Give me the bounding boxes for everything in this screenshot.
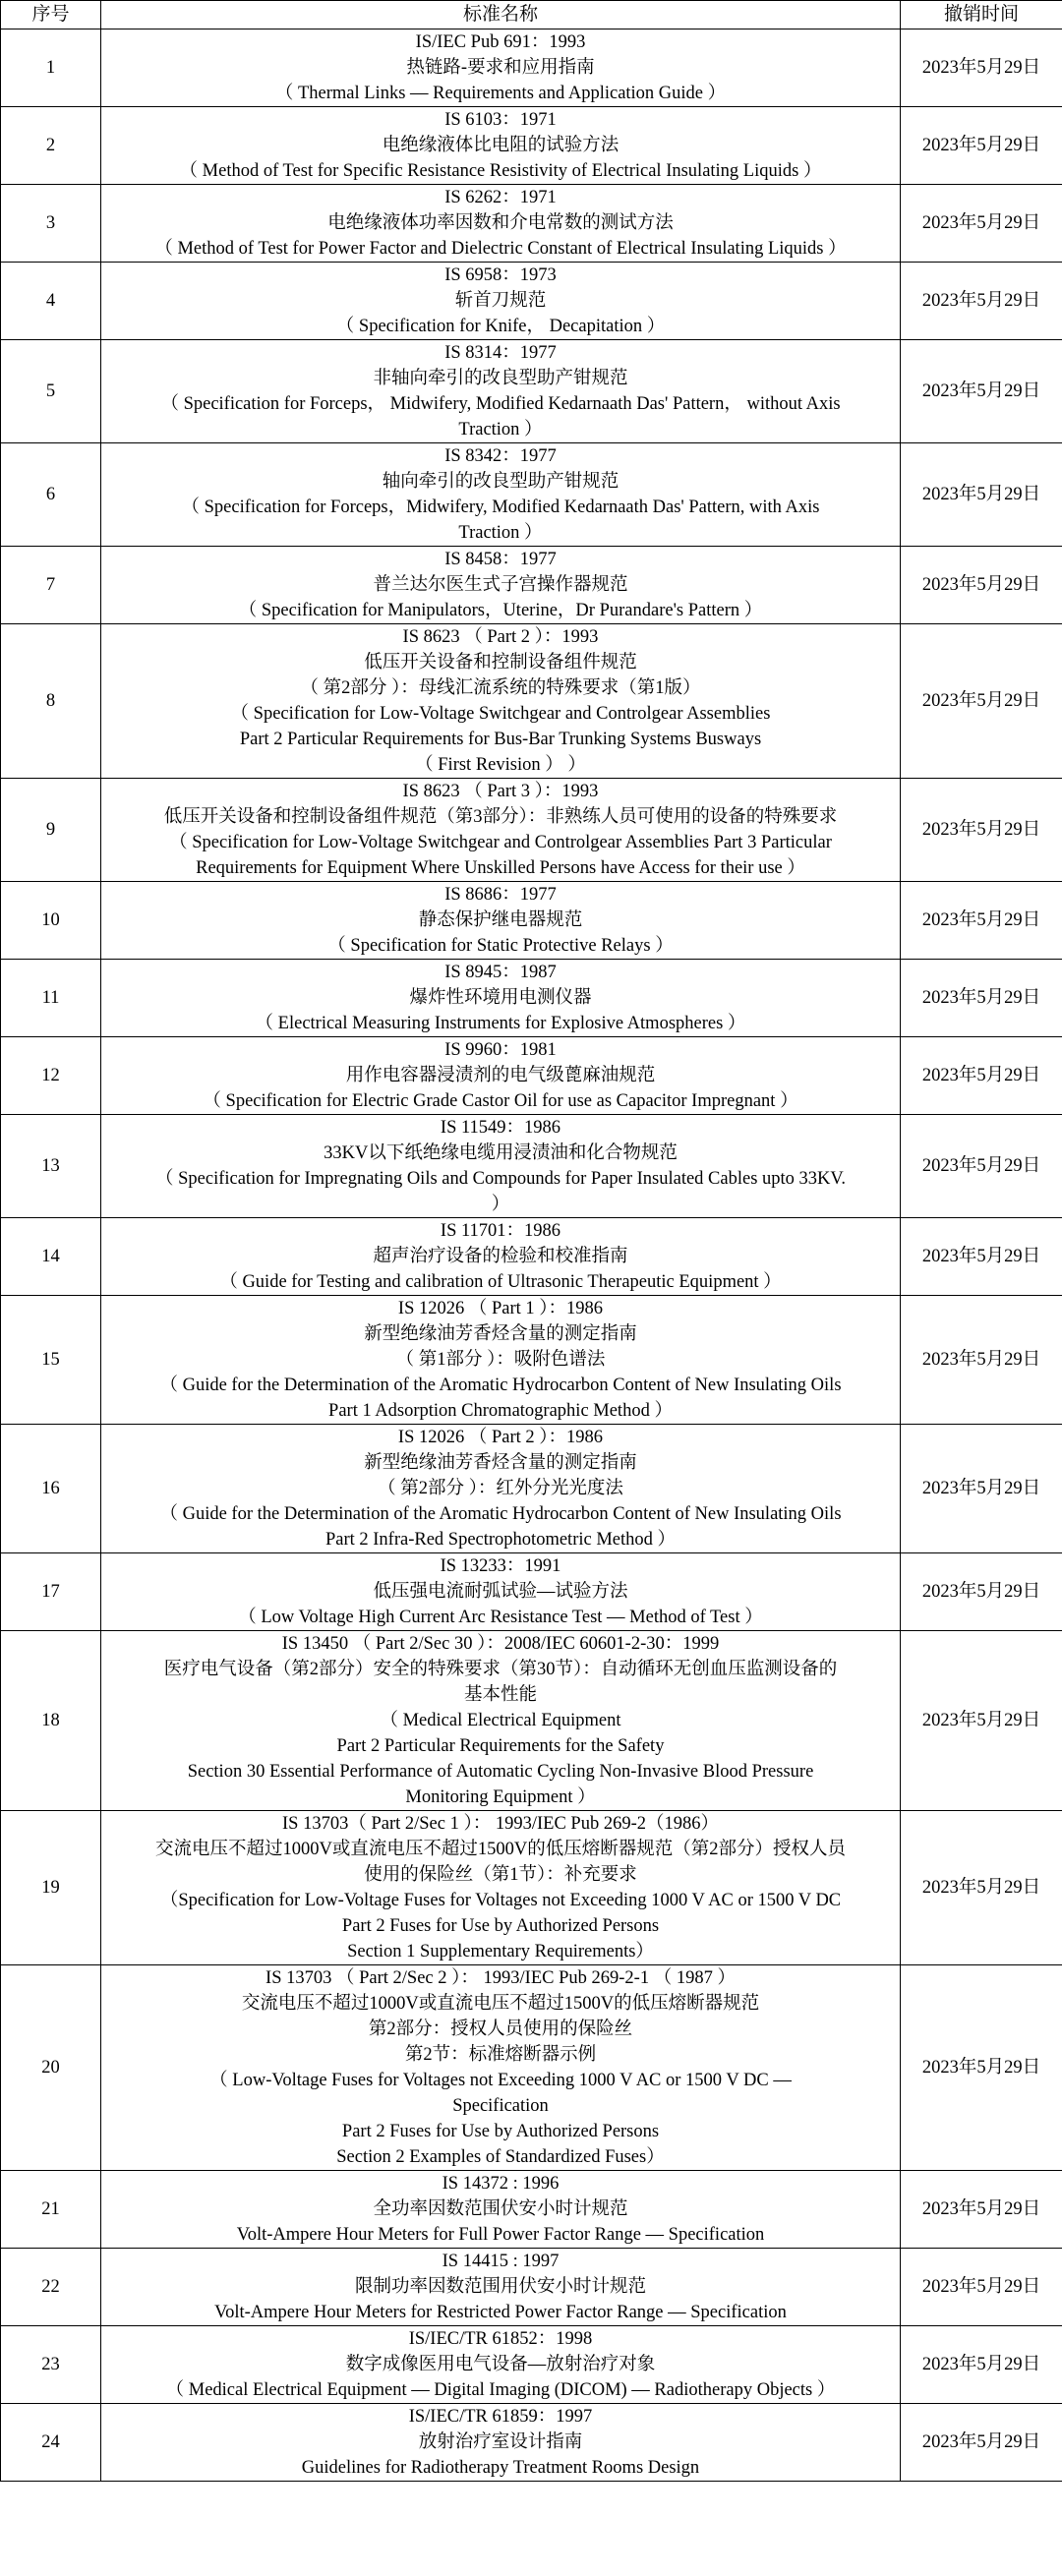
standard-name-line: （ Specification for Forceps，Midwifery, Modified Kedarnaath Das' Pattern, with Axis (181, 498, 820, 517)
standard-name-line: （ Thermal Links — Requirements and Application Guide ） (274, 84, 727, 103)
standard-name-line: IS 14415 : 1997 (442, 2252, 560, 2271)
standard-name-line: （ 第2部分 ）：红外分光光度法 (378, 1479, 623, 1498)
standard-name-line: 超声治疗设备的检验和校准指南 (373, 1247, 628, 1266)
standard-name-line: （Specification for Low-Voltage Fuses for Voltages not Exceeding 1000 V AC or 1500 V DC (159, 1891, 842, 1910)
withdrawal-date: 2023年5月29日 (901, 443, 1062, 547)
withdrawal-date: 2023年5月29日 (901, 340, 1062, 443)
standard-name-line: Volt-Ampere Hour Meters for Full Power Factor Range — Specification (236, 2225, 765, 2245)
standard-name-line: 热链路-要求和应用指南 (406, 58, 595, 78)
standard-name-line: （ 第1部分 ）：吸附色谱法 (395, 1350, 606, 1370)
table-row (1, 882, 1062, 960)
standard-name (101, 107, 901, 185)
table-row (1, 1425, 1062, 1553)
standard-name-line: 使用的保险丝（第1节）：补充要求 (364, 1865, 637, 1885)
standard-name-line: （ Guide for Testing and calibration of Ultrasonic Therapeutic Equipment ） (219, 1272, 782, 1292)
standard-name-line: 第2部分：授权人员使用的保险丝 (368, 2020, 633, 2039)
standard-name-line: Section 30 Essential Performance of Automatic Cycling Non-Invasive Blood Pressure (187, 1762, 814, 1782)
withdrawal-date: 2023年5月29日 (901, 185, 1062, 263)
table-row (1, 1553, 1062, 1631)
standard-name-line: IS/IEC/TR 61852：1998 (408, 2329, 593, 2349)
withdrawal-date: 2023年5月29日 (901, 1037, 1062, 1115)
standard-name-line: Traction ） (458, 420, 543, 439)
standard-name-line: IS 8623 （ Part 3 ）：1993 (402, 782, 599, 801)
standard-name-line: IS 12026 （ Part 1 ）：1986 (397, 1299, 604, 1318)
standard-name-line: IS 8623 （ Part 2 ）：1993 (402, 627, 599, 647)
header-no: 序号 (1, 1, 101, 29)
standard-name-line: （ Medical Electrical Equipment (380, 1711, 621, 1730)
table-row (1, 2404, 1062, 2482)
row-number: 21 (1, 2171, 101, 2249)
withdrawal-date: 2023年5月29日 (901, 1631, 1062, 1811)
standard-name-line: （ 第2部分 ）：母线汇流系统的特殊要求（第1版） (300, 678, 701, 698)
row-number: 9 (1, 779, 101, 882)
withdrawal-date: 2023年5月29日 (901, 2326, 1062, 2404)
standard-name (101, 263, 901, 340)
standard-name-line: IS 11549：1986 (440, 1118, 561, 1138)
row-number: 5 (1, 340, 101, 443)
standard-name (101, 443, 901, 547)
standard-name-line: 非轴向牵引的改良型助产钳规范 (373, 369, 628, 388)
standard-name-line: Section 2 Examples of Standardized Fuses） (336, 2147, 665, 2167)
standard-name-line: （ Specification for Impregnating Oils and Compounds for Paper Insulated Cables upto 33KV. (154, 1169, 847, 1189)
standard-name (101, 2171, 901, 2249)
standard-name (101, 185, 901, 263)
table-row (1, 624, 1062, 779)
standard-name-line: Monitoring Equipment ） (405, 1787, 596, 1807)
withdrawal-date: 2023年5月29日 (901, 1425, 1062, 1553)
standard-name (101, 1631, 901, 1811)
standard-name-line: Part 2 Fuses for Use by Authorized Persons (341, 1916, 660, 1936)
standard-name-line: 交流电压不超过1000V或直流电压不超过1500V的低压熔断器规范（第2部分）授权人员 (155, 1840, 846, 1859)
header-title: 标准名称 (101, 1, 901, 29)
standard-name-line: IS 8314：1977 (444, 343, 557, 363)
standard-name-line: Section 1 Supplementary Requirements） (347, 1942, 654, 1961)
standard-name-line: Part 2 Fuses for Use by Authorized Persons (341, 2122, 660, 2141)
row-number: 24 (1, 2404, 101, 2482)
row-number: 4 (1, 263, 101, 340)
standard-name-line: 电绝缘液体功率因数和介电常数的测试方法 (327, 213, 674, 233)
withdrawal-date: 2023年5月29日 (901, 547, 1062, 624)
standard-name-line: IS 12026 （ Part 2 ）：1986 (397, 1428, 604, 1447)
withdrawal-date: 2023年5月29日 (901, 2404, 1062, 2482)
standard-name (101, 2249, 901, 2326)
standard-name-line: 限制功率因数范围用伏安小时计规范 (354, 2277, 646, 2297)
withdrawal-date: 2023年5月29日 (901, 2171, 1062, 2249)
standard-name-line: 低压开关设备和控制设备组件规范（第3部分）：非熟练人员可使用的设备的特殊要求 (163, 807, 838, 827)
standard-name-line: （ Guide for the Determination of the Aromatic Hydrocarbon Content of New Insulating Oils (159, 1504, 842, 1524)
row-number: 12 (1, 1037, 101, 1115)
standard-name (101, 1553, 901, 1631)
withdrawal-date: 2023年5月29日 (901, 779, 1062, 882)
standard-name-line: 数字成像医用电气设备—放射治疗对象 (345, 2355, 656, 2374)
standard-name (101, 1218, 901, 1296)
standard-name (101, 1965, 901, 2171)
withdrawal-date: 2023年5月29日 (901, 960, 1062, 1037)
row-number: 6 (1, 443, 101, 547)
row-number: 17 (1, 1553, 101, 1631)
standard-name-line: （ Specification for Forceps， Midwifery, Modified Kedarnaath Das' Pattern， without Axis (160, 394, 841, 414)
standard-name (101, 1296, 901, 1425)
standard-name (101, 779, 901, 882)
standard-name (101, 2326, 901, 2404)
withdrawal-date: 2023年5月29日 (901, 107, 1062, 185)
table-row (1, 1811, 1062, 1965)
table-row (1, 107, 1062, 185)
standard-name (101, 547, 901, 624)
standard-name-line: ） (491, 1195, 510, 1214)
row-number: 13 (1, 1115, 101, 1218)
row-number: 11 (1, 960, 101, 1037)
row-number: 22 (1, 2249, 101, 2326)
standard-name-line: （ Specification for Low-Voltage Switchgear and Controlgear Assemblies Part 3 Particular (169, 833, 832, 852)
standard-name-line: 新型绝缘油芳香烃含量的测定指南 (364, 1324, 637, 1344)
table-row (1, 779, 1062, 882)
standard-name-line: 新型绝缘油芳香烃含量的测定指南 (364, 1453, 637, 1473)
standard-name-line: 低压开关设备和控制设备组件规范 (364, 653, 637, 673)
standard-name-line: 轴向牵引的改良型助产钳规范 (382, 472, 620, 492)
standard-name-line: （ Method of Test for Specific Resistance Resistivity of Electrical Insulating Liquids ） (179, 161, 822, 181)
withdrawal-date: 2023年5月29日 (901, 29, 1062, 107)
standard-name-line: 静态保护继电器规范 (418, 910, 583, 930)
row-number: 2 (1, 107, 101, 185)
standard-name-line: （ Specification for Static Protective Relays ） (327, 936, 674, 956)
standard-name-line: IS 6958：1973 (444, 265, 557, 285)
table-row (1, 960, 1062, 1037)
standard-name-line: IS 8686：1977 (444, 885, 557, 905)
table-row (1, 1115, 1062, 1218)
withdrawal-date: 2023年5月29日 (901, 1811, 1062, 1965)
standard-name (101, 1811, 901, 1965)
standard-name-line: 放射治疗室设计指南 (418, 2432, 583, 2452)
standard-name (101, 2404, 901, 2482)
standard-name-line: 用作电容器浸渍剂的电气级蓖麻油规范 (345, 1066, 656, 1085)
row-number: 23 (1, 2326, 101, 2404)
row-number: 1 (1, 29, 101, 107)
standard-name-line: IS/IEC Pub 691：1993 (415, 32, 586, 52)
standard-name-line: IS 8342：1977 (444, 446, 557, 466)
table-row (1, 1296, 1062, 1425)
standard-name-line: 基本性能 (463, 1685, 537, 1705)
standard-name-line: IS 13233：1991 (440, 1556, 561, 1576)
table-header (1, 1, 1062, 29)
standard-name-line: （ Method of Test for Power Factor and Dielectric Constant of Electrical Insulating Liquids ） (154, 239, 847, 259)
standard-name-line: （ Low-Voltage Fuses for Voltages not Exceeding 1000 V AC or 1500 V DC — (209, 2071, 792, 2090)
standard-name-line: Traction ） (458, 523, 543, 543)
standard-name-line: IS 8945：1987 (444, 963, 557, 982)
table-row (1, 2171, 1062, 2249)
standard-name-line: （ Medical Electrical Equipment — Digital Imaging (DICOM) — Radiotherapy Objects ） (165, 2380, 836, 2400)
withdrawal-date: 2023年5月29日 (901, 1296, 1062, 1425)
standard-name-line: IS 13703（ Part 2/Sec 1 ）： 1993/IEC Pub 269-2（1986） (282, 1814, 719, 1834)
standard-name (101, 960, 901, 1037)
table-row (1, 29, 1062, 107)
standard-name-line: Part 2 Particular Requirements for the Safety (336, 1736, 665, 1756)
standard-name-line: 低压强电流耐弧试验—试验方法 (373, 1582, 628, 1602)
standard-name-line: 交流电压不超过1000V或直流电压不超过1500V的低压熔断器规范 (241, 1994, 760, 2014)
standard-name (101, 340, 901, 443)
table-body (1, 29, 1062, 2482)
standard-name-line: Specification (452, 2096, 549, 2116)
standard-name-line: 电绝缘液体比电阻的试验方法 (382, 136, 620, 155)
table-row (1, 2249, 1062, 2326)
row-number: 14 (1, 1218, 101, 1296)
standard-name-line: IS 8458：1977 (444, 550, 557, 569)
row-number: 7 (1, 547, 101, 624)
row-number: 19 (1, 1811, 101, 1965)
standard-name-line: Requirements for Equipment Where Unskilled Persons have Access for their use ） (196, 858, 805, 878)
row-number: 16 (1, 1425, 101, 1553)
standard-name (101, 29, 901, 107)
standard-name (101, 1115, 901, 1218)
withdrawal-date: 2023年5月29日 (901, 1218, 1062, 1296)
standard-name-line: 33KV以下纸绝缘电缆用浸渍油和化合物规范 (324, 1143, 678, 1163)
standard-name-line: （ Specification for Manipulators，Uterine，Dr Purandare's Pattern ） (238, 601, 763, 620)
table-row (1, 340, 1062, 443)
row-number: 18 (1, 1631, 101, 1811)
standard-name-line: 全功率因数范围伏安小时计规范 (373, 2199, 628, 2219)
table-row (1, 1037, 1062, 1115)
standard-name-line: 爆炸性环境用电测仪器 (409, 988, 592, 1008)
withdrawal-date: 2023年5月29日 (901, 2249, 1062, 2326)
standard-name-line: （ Specification for Electric Grade Castor Oil for use as Capacitor Impregnant ） (203, 1091, 798, 1111)
standard-name-line: Volt-Ampere Hour Meters for Restricted Power Factor Range — Specification (214, 2303, 787, 2322)
standard-name-line: IS 13450 （ Part 2/Sec 30 ）：2008/IEC 60601-2-30：1999 (281, 1634, 720, 1654)
standard-name-line: IS 6103：1971 (444, 110, 557, 130)
standard-name-line: 医疗电气设备（第2部分）安全的特殊要求（第30节）：自动循环无创血压监测设备的 (163, 1660, 838, 1679)
standard-name-line: 第2节：标准熔断器示例 (404, 2045, 597, 2065)
table-row (1, 185, 1062, 263)
row-number: 15 (1, 1296, 101, 1425)
row-number: 8 (1, 624, 101, 779)
header-date: 撤销时间 (901, 1, 1062, 29)
table-row (1, 1218, 1062, 1296)
standard-name-line: Guidelines for Radiotherapy Treatment Rooms Design (301, 2458, 700, 2478)
table-row (1, 547, 1062, 624)
withdrawal-date: 2023年5月29日 (901, 1553, 1062, 1631)
standard-name-line: （ Low Voltage High Current Arc Resistance Test — Method of Test ） (238, 1608, 763, 1627)
withdrawal-date: 2023年5月29日 (901, 263, 1062, 340)
standard-name-line: IS 9960：1981 (444, 1040, 557, 1060)
table-row (1, 443, 1062, 547)
standard-name-line: IS 11701：1986 (440, 1221, 561, 1241)
standard-name-line: Part 1 Adsorption Chromatographic Method ） (328, 1401, 673, 1421)
standard-name-line: IS/IEC/TR 61859：1997 (408, 2407, 593, 2427)
table-row (1, 263, 1062, 340)
withdrawal-date: 2023年5月29日 (901, 1115, 1062, 1218)
standard-name-line: IS 6262：1971 (444, 188, 557, 207)
standard-name-line: （ Specification for Low-Voltage Switchgear and Controlgear Assemblies (230, 704, 771, 724)
standard-name-line: （ First Revision ） ） (415, 755, 586, 775)
standard-name-line: Part 2 Particular Requirements for Bus-Bar Trunking Systems Busways (239, 730, 762, 749)
withdrawal-date: 2023年5月29日 (901, 882, 1062, 960)
header-row (1, 1, 1062, 29)
standard-name (101, 1425, 901, 1553)
standard-name-line: 斩首刀规范 (454, 291, 547, 311)
withdrawal-date: 2023年5月29日 (901, 624, 1062, 779)
standard-name-line: 普兰达尔医生式子宫操作器规范 (373, 575, 628, 595)
standard-name (101, 1037, 901, 1115)
row-number: 20 (1, 1965, 101, 2171)
standard-name-line: IS 14372 : 1996 (442, 2174, 560, 2194)
standard-name-line: IS 13703 （ Part 2/Sec 2 ）： 1993/IEC Pub 269-2-1 （ 1987 ） (266, 1968, 736, 1988)
standard-name-line: （ Guide for the Determination of the Aromatic Hydrocarbon Content of New Insulating Oils (159, 1376, 842, 1395)
standard-name-line: （ Specification for Knife， Decapitation ） (335, 317, 666, 336)
table-row (1, 1631, 1062, 1811)
standard-name (101, 882, 901, 960)
standard-name-line: Part 2 Infra-Red Spectrophotometric Method ） (324, 1530, 677, 1550)
standard-name (101, 624, 901, 779)
table-row (1, 1965, 1062, 2171)
row-number: 10 (1, 882, 101, 960)
standard-name-line: （ Electrical Measuring Instruments for Explosive Atmospheres ） (255, 1014, 746, 1033)
table-row (1, 2326, 1062, 2404)
withdrawal-date: 2023年5月29日 (901, 1965, 1062, 2171)
row-number: 3 (1, 185, 101, 263)
